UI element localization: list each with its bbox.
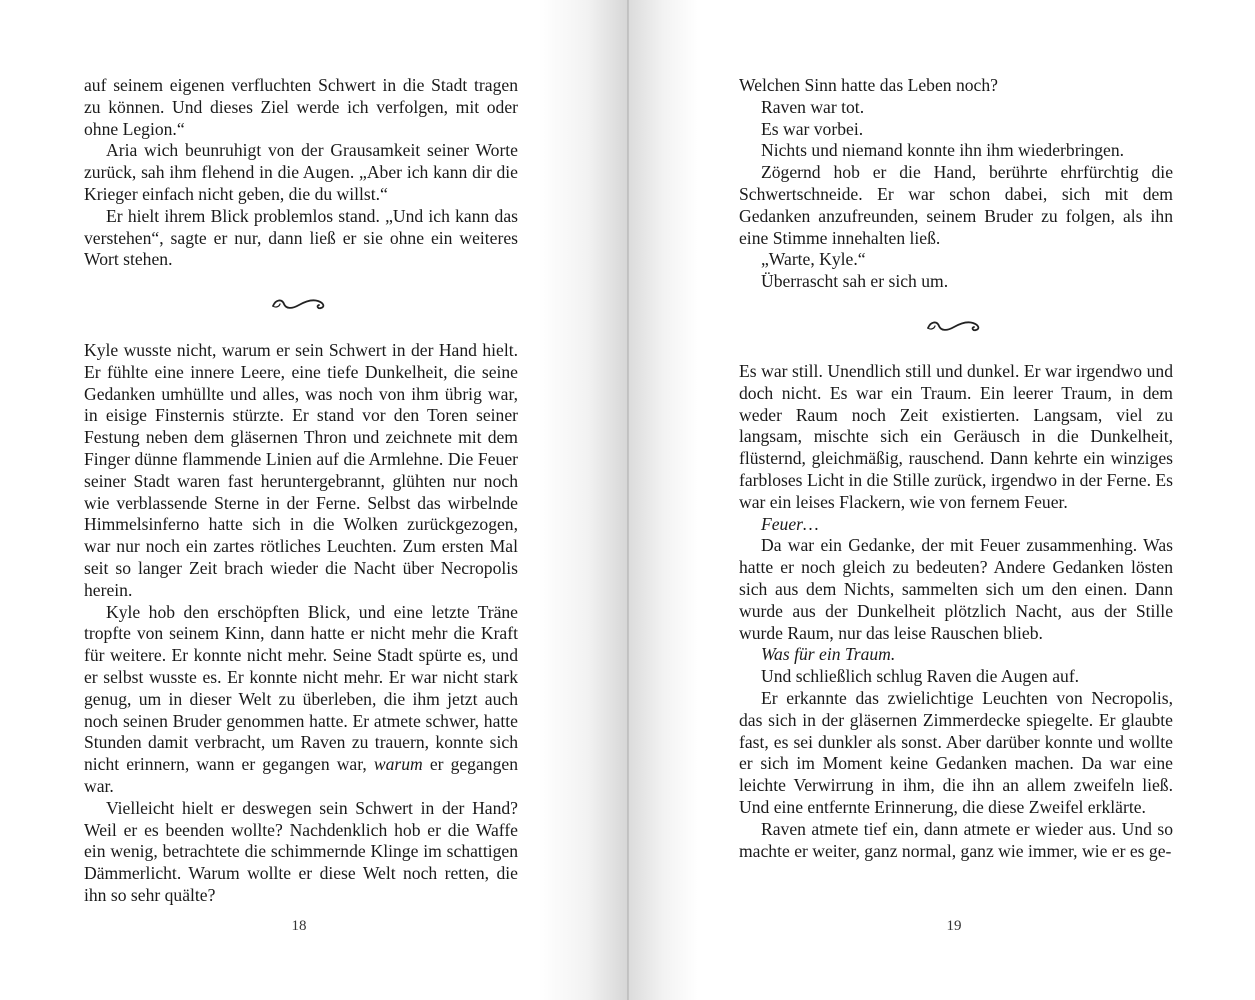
emphasis: Feuer… [761, 513, 819, 534]
paragraph: Es war still. Unendlich still und dunkel. Er war irgendwo und doch nicht. Es war ein Traum. Ein leerer Traum, in dem weder Raum noch Zeit existierten. Langsam, viel zu langsam, mischte sich ein Geräusch in die Dunkelheit, flüsternd, gleichmäßig, rauschend. Dann kehrte ein winziges farbloses Licht in die Stille zurück, irgendwo in der Ferne. Es war ein leises Flackern, wie von fernem Feuer. [739, 361, 1173, 512]
paragraph-tail: er gegangen war. [84, 754, 518, 796]
paragraph: Es war vorbei. [761, 118, 864, 139]
gutter-shadow [628, 0, 698, 1000]
paragraph: Da war ein Gedanke, der mit Feuer zusammenhing. Was hatte er noch gleich zu bedeuten? Andere Gedanken lösten sich aus dem Nichts, sammelten sich um den einen. Dann wurde aus der Dunkelheit plötzlich Nacht, aus der Stille wurde Raum, nur das leise Rauschen blieb. [739, 535, 1173, 643]
paragraph: Aria wich beunruhigt von der Grausamkeit seiner Worte zurück, sah ihm flehend in die Augen. „Aber ich kann dir die Krieger einfach nicht geben, die du willst.“ [84, 140, 518, 204]
paragraph: Nichts und niemand konnte ihn ihm wiederbringen. [761, 140, 1125, 161]
gutter-shadow [538, 0, 628, 1000]
swash-ornament-icon [270, 295, 328, 313]
paragraph: Zögernd hob er die Hand, berührte ehrfürchtig die Schwertschneide. Er war schon dabei, sich mit dem Gedanken anzufreunden, seinem Bruder zu folgen, als ihn eine Stimme innehalten ließ. [739, 162, 1173, 248]
paragraph [739, 644, 1173, 666]
paragraph-text: Kyle hob den erschöpften Blick, und eine letzte Träne tropfte von seinem Kinn, dann hatte er nicht mehr die Kraft für weitere. Er konnte nicht mehr. Seine Stadt spürte es, und er selbst wusste es. Er konnte nicht mehr. Er war nicht stark genug, um in dieser Welt zu überleben, die ihm jetzt auch noch seinen Bruder genommen hatte. Er atmete schwer, hatte Stunden damit verbracht, um Raven zu trauern, konnte sich nicht erinnern, wann er gegangen war, [84, 601, 518, 775]
right-section-1 [739, 75, 1173, 293]
left-section-1 [84, 75, 518, 271]
paragraph: Und schließlich schlug Raven die Augen auf. [761, 666, 1080, 687]
right-page [628, 0, 1255, 1000]
paragraph: Welchen Sinn hatte das Leben noch? [739, 75, 998, 95]
paragraph: Er erkannte das zwielichtige Leuchten von Necropolis, das sich in der gläsernen Zimmerdecke spiegelte. Er glaubte fast, es sei dunkler als sonst. Aber darüber konnte und wollte er sich im Moment keine Gedanken machen. Da war eine leichte Verwirrung in ihm, die ihn an allem zweifeln ließ. Und eine entfernte Erinnerung, die diese Zweifel erklärte. [739, 687, 1173, 817]
paragraph: Raven war tot. [761, 96, 865, 117]
swash-ornament-icon [925, 317, 983, 335]
book-gutter [627, 0, 629, 1000]
emphasis: warum [373, 754, 423, 775]
paragraph: Er hielt ihrem Blick problemlos stand. „Und ich kann das verstehen“, sagte er nur, dann ließ er sie ohne ein weiteres Wort stehen. [84, 205, 518, 270]
page-number: 19 [946, 918, 962, 934]
emphasis: Was für ein Traum. [761, 644, 896, 665]
paragraph: auf seinem eigenen verfluchten Schwert in die Stadt tragen zu können. Und dieses Ziel werde ich verfolgen, mit oder ohne Legion.“ [84, 75, 518, 139]
paragraph: Raven atmete tief ein, dann atmete er wieder aus. Und so machte er weiter, ganz normal, ganz wie immer, wie er es ge- [739, 818, 1173, 861]
paragraph: „Warte, Kyle.“ [761, 249, 866, 270]
right-section-2 [739, 361, 1173, 862]
page-number: 18 [291, 918, 307, 934]
paragraph [739, 514, 1173, 536]
paragraph [84, 602, 518, 798]
paragraph: Überrascht sah er sich um. [761, 271, 949, 292]
paragraph: Vielleicht hielt er deswegen sein Schwert in der Hand? Weil er es beenden wollte? Nachdenklich hob er die Waffe ein wenig, betrachtete die schimmernde Klinge im schattigen Dämmerlicht. Warum wollte er diese Welt noch retten, die ihn so sehr quälte? [84, 797, 518, 905]
left-section-2 [84, 340, 518, 907]
paragraph: Kyle wusste nicht, warum er sein Schwert in der Hand hielt. Er fühlte eine innere Leere, eine tiefe Dunkelheit, die seine Gedanken umhüllte und alles, was noch von ihm übrig war, in eisige Finsternis stürzte. Er stand vor den Toren seiner Festung neben dem gläsernen Thron und zeichnete mit dem Finger dünne flammende Linien auf die Armlehne. Die Feuer seiner Stadt waren fast heruntergebrannt, glühten nur noch wie verblassende Sterne in der Ferne. Selbst das wirbelnde Himmelsinferno hatte sich in die Wolken zurückgezogen, war nur noch ein zartes rötliches Leuchten. Zum ersten Mal seit so langer Zeit brach wieder die Nacht über Necropolis herein. [84, 340, 518, 600]
